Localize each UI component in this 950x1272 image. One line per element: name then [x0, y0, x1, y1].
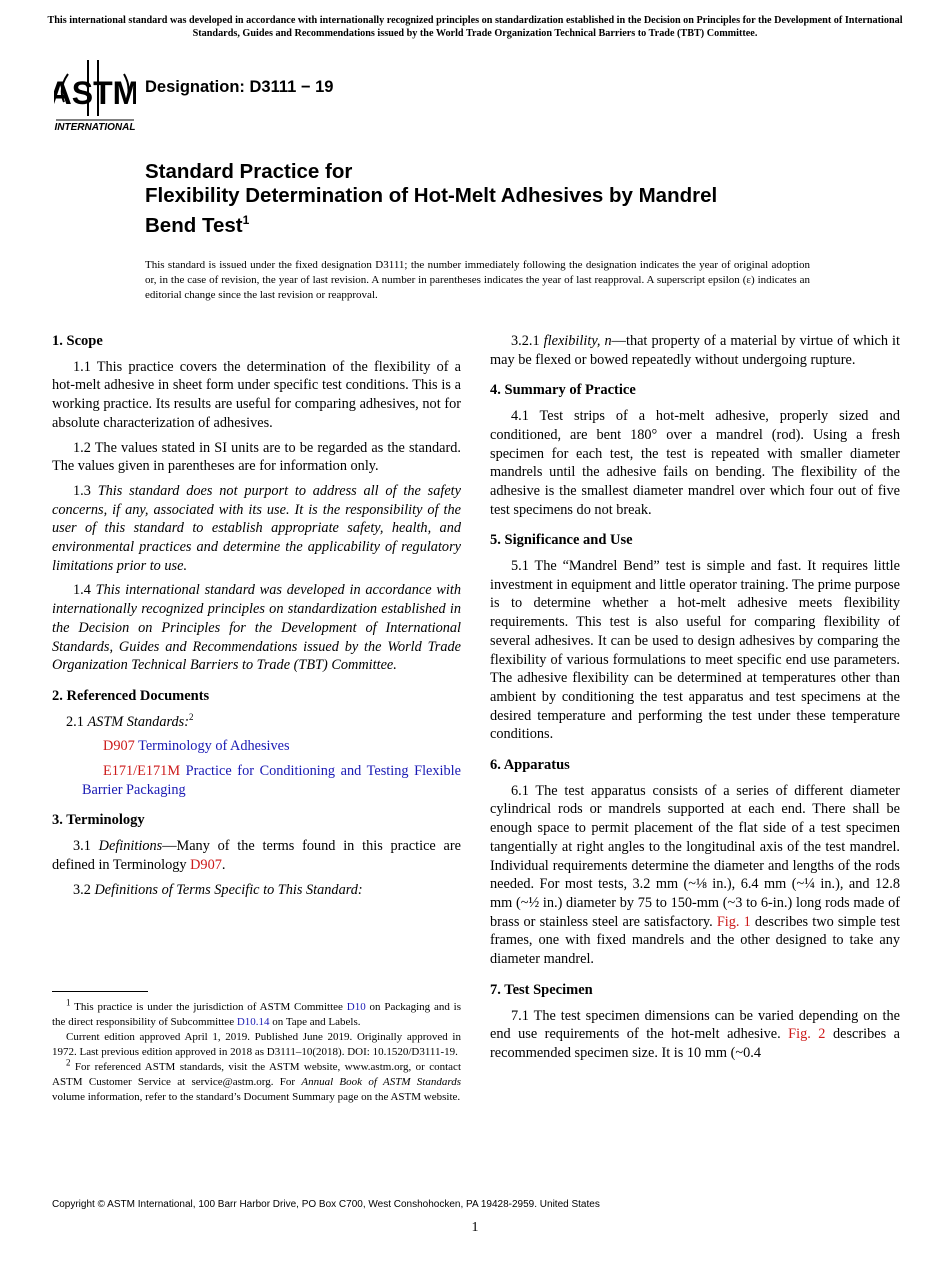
title-line-3-text: Bend Test: [145, 213, 243, 237]
paragraph-number: 2.1: [66, 713, 88, 730]
astm-logo-mark: [54, 58, 136, 134]
astm-logo: [54, 58, 136, 134]
paragraph-1-4: [52, 581, 461, 675]
astm-standards-label: ASTM Standards:: [87, 713, 189, 730]
paragraph-number: 3.2: [73, 881, 95, 898]
title-line-1: Standard Practice for: [145, 160, 353, 183]
left-column: [52, 332, 461, 905]
term-flexibility: flexibility, n: [543, 333, 612, 349]
footnote-2: [52, 1057, 461, 1105]
paragraph-6-1: [490, 782, 900, 969]
paragraph-1-1: 1.1 This practice covers the determination of the flexibility of a hot-melt adhesive in sheet form under specific test conditions. This is a working practice. Its results are useful for comparing adhesives, not for absolute characterization of adhesives.: [52, 358, 461, 431]
title-footnote-mark: 1: [242, 213, 250, 227]
section-heading-referenced-documents: 2. Referenced Documents: [52, 687, 210, 704]
footnote-text: For referenced ASTM standards, visit the ASTM website, www.astm.org, or contact ASTM Customer Service at service@astm.org. For: [52, 1061, 461, 1088]
footnote-mark: 1: [66, 997, 71, 1008]
section-heading-apparatus: 6. Apparatus: [490, 757, 570, 774]
title-line-3: [145, 208, 865, 238]
paragraph-number: 1.3: [73, 482, 98, 499]
top-notice: This international standard was developed in accordance with internationally recognized principles on standardization established in the Decision on Principles for the Development of International Standards, Guides and Recommendations issued by the World Trade Organization Technical Barriers to Trade (TBT) Committee.: [47, 15, 903, 39]
reference-e171[interactable]: [52, 762, 461, 799]
paragraph-3-2-1: [490, 332, 900, 369]
section-heading-test-specimen: 7. Test Specimen: [490, 981, 593, 998]
reference-code-link[interactable]: D907: [103, 738, 135, 755]
section-heading-scope: 1. Scope: [52, 333, 103, 349]
paragraph-3-2: [52, 881, 461, 900]
fig-1-link[interactable]: Fig. 1: [716, 913, 751, 930]
footnote-text: on Packaging and is the direct responsibility of Subcommittee: [52, 1001, 462, 1028]
footnote-text: on Tape and Labels.: [269, 1016, 361, 1028]
paragraph-6-1-text: 6.1 The test apparatus consists of a series of different diameter cylindrical rods or mandrels supported at each end. There shall be enough space to permit placement of the flat side of a test specimen tangentially at right angles to the longitudinal axis of the test mandrel. Individual requirements determine the diameter and lengths of the rods needed. For most tests, 3.2 mm (~⅛ in.), 6.4 mm (~¼ in.), and 12.8 mm (~½ in.) diameter by 75 to 150-mm (~3 to 6-in.) long rods made of brass or stainless steel are satisfactory.: [490, 782, 900, 930]
paragraph-3-2-1-text: —that property of a material by virtue of which it may be flexed or bowed repeatedly without undergoing rupture.: [490, 333, 900, 368]
d10-link[interactable]: D10: [346, 1001, 366, 1013]
paragraph-3-2-text: Definitions of Terms Specific to This Standard:: [94, 881, 363, 898]
paragraph-5-1: 5.1 The “Mandrel Bend” test is simple and fast. It requires little investment in equipment and little operator training. The prime purpose is to determine whether a hot-melt adhesive meets flexibility requirements. This test is also useful for comparing flexibility of several adhesives. It can be used to design adhesives by comparing the flexibility of various formulations to meet specific end use parameters. The adhesive flexibility can be determined at temperatures other than ambient by conditioning the test apparatus and test specimens at the desired temperature and performing the test under these temperature conditions.: [490, 558, 900, 743]
period: .: [221, 856, 226, 873]
paragraph-7-1-text: 7.1 The test specimen dimensions can be varied depending on the end use requirements of the hot-melt adhesive.: [490, 1007, 900, 1043]
reference-title-link[interactable]: Terminology of Adhesives: [134, 738, 290, 755]
reference-d907[interactable]: [52, 737, 461, 756]
footnote-italic: Annual Book of ASTM Standards: [301, 1076, 461, 1088]
paragraph-number: 1.4: [73, 582, 96, 599]
document-title: [145, 160, 865, 238]
paragraph-1-3-text: This standard does not purport to address all of the safety concerns, if any, associated with its use. It is the responsibility of the user of this standard to establish appropriate safety, health, and environmental practices and determine the applicability of regulatory limitations prior to use.: [52, 482, 461, 574]
footnote-mark: 2: [66, 1057, 71, 1068]
paragraph-3-1-text: —Many of the terms found in this practice are defined in Terminology: [52, 838, 461, 873]
footnote-edition: Current edition approved April 1, 2019. Published June 2019. Originally approved in 1972. Last previous edition approved in 2018 as D3111–10(2018). DOI: 10.1520/D3111-19.: [52, 1031, 461, 1058]
footnote-text: volume information, refer to the standard’s Document Summary page on the ASTM website.: [52, 1091, 461, 1103]
definitions-label: Definitions: [98, 838, 163, 855]
logo-subtext: INTERNATIONAL: [54, 122, 136, 133]
footnote-text: This practice is under the jurisdiction of ASTM Committee: [70, 1001, 347, 1013]
section-heading-significance: 5. Significance and Use: [490, 532, 633, 549]
paragraph-6-1-text: describes two simple test frames, one with fixed mandrels and the other designed to take any diameter mandrel.: [490, 913, 900, 968]
fig-2-link[interactable]: Fig. 2: [788, 1026, 826, 1043]
paragraph-1-4-text: This international standard was developed in accordance with internationally recognized principles on standardization established in the Decision on Principles for the Development of International Standards, Guides and Recommendations issued by the World Trade Organization Technical Barriers to Trade (TBT) Committee.: [52, 582, 461, 674]
d907-link[interactable]: D907: [190, 856, 222, 873]
footnotes: [52, 997, 462, 1105]
logo-text: ASTM: [54, 75, 136, 111]
footnote-divider: [52, 991, 148, 992]
paragraph-4-1: 4.1 Test strips of a hot-melt adhesive, properly sized and conditioned, are bent 180° over a mandrel (rod). Using a fresh specimen for each test, the test is repeated with smaller diameter mandrels until the adhesive fails on bending. The flexibility of the adhesive is the smallest diameter mandrel over which four out of five test specimens do not break.: [490, 408, 900, 518]
paragraph-number: 3.1: [73, 838, 99, 855]
reference-code-link[interactable]: E171/E171M: [103, 763, 181, 780]
designation: Designation: D3111 − 19: [145, 78, 334, 96]
section-heading-summary: 4. Summary of Practice: [490, 382, 636, 399]
title-line-2: Flexibility Determination of Hot-Melt Adhesives by Mandrel: [145, 184, 718, 207]
reference-title-link[interactable]: Practice for Conditioning and Testing Flexible Barrier Packaging: [82, 763, 461, 798]
paragraph-number: 3.2.1: [511, 333, 544, 349]
footnote-1: [52, 997, 462, 1030]
paragraph-2-1: [52, 713, 461, 732]
issue-note: This standard is issued under the fixed designation D3111; the number immediately following the designation indicates the year of original adoption or, in the case of revision, the year of last revision. A number in parentheses indicates the year of last reapproval. A superscript epsilon (ε) indicates an editorial change since the last revision or reapproval.: [145, 259, 810, 301]
section-heading-terminology: 3. Terminology: [52, 812, 145, 829]
footnote-ref-2[interactable]: 2: [189, 711, 194, 722]
paragraph-3-1: [52, 837, 461, 874]
paragraph-7-1-text: describes a recommended specimen size. It is 10 mm (~0.4: [490, 1026, 900, 1061]
paragraph-7-1: [490, 1007, 900, 1063]
d10-14-link[interactable]: D10.14: [236, 1016, 270, 1028]
page-number: 1: [471, 1220, 479, 1235]
paragraph-1-3: [52, 482, 461, 576]
right-column: [490, 332, 900, 1069]
copyright-notice: Copyright © ASTM International, 100 Barr Harbor Drive, PO Box C700, West Conshohocken, PA 19428-2959. United States: [52, 1199, 600, 1210]
paragraph-1-2: 1.2 The values stated in SI units are to be regarded as the standard. The values given in parentheses are for information only.: [52, 439, 461, 475]
